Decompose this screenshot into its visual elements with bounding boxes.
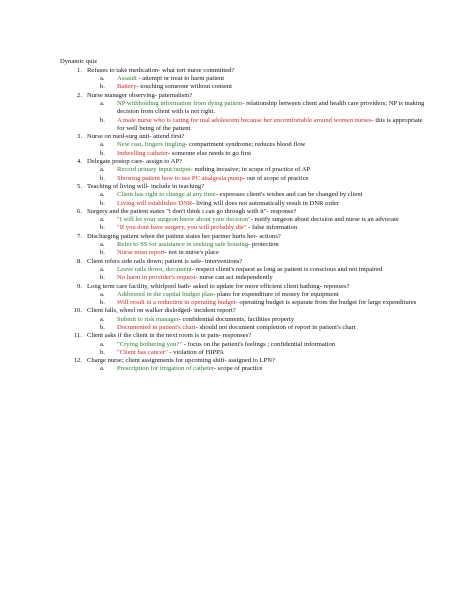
question-text: Client asks if the client in the next room is in pain- responses? xyxy=(87,332,252,340)
answer-letter: b. xyxy=(100,249,105,257)
correct-answer-text: Assault xyxy=(117,75,137,83)
incorrect-answer-text: Living will establishes DNR xyxy=(117,199,193,207)
correct-answer-text: Leave rails down, document xyxy=(117,265,192,273)
correct-answer-text: Prescription for irrigation of catheter xyxy=(117,365,214,373)
incorrect-answer-text: "Client has cancer" xyxy=(117,348,168,356)
answer-explanation: - respect client's request as long as patient is conscious and not impaired xyxy=(191,265,383,273)
question-number: 6. xyxy=(77,207,82,215)
question-number: 4. xyxy=(77,158,82,166)
answer-explanation: - notify surgeon about decision and nurse is an advocate xyxy=(250,216,399,224)
answer-item xyxy=(87,324,430,332)
answer-letter: a. xyxy=(100,191,105,199)
answer-letter: b. xyxy=(100,174,105,182)
answer-item xyxy=(87,141,430,149)
answer-item xyxy=(87,224,430,232)
question-list xyxy=(60,67,430,374)
question-number: 5. xyxy=(77,182,82,190)
answer-explanation: - touching someone without consent xyxy=(136,83,233,91)
answer-item xyxy=(87,175,430,183)
question-text: Nurse manager observing- paternalism? xyxy=(87,91,193,99)
answer-explanation: - living will does not automatically result in DNR order xyxy=(192,199,339,207)
answer-letter: a. xyxy=(100,75,105,83)
correct-answer-text: NP withholding information from dying patient xyxy=(117,99,243,107)
incorrect-answer-text: Showing patient how to use PC analgesia pump xyxy=(117,174,243,182)
answer-letter: a. xyxy=(100,290,105,298)
question-number: 2. xyxy=(77,91,82,99)
question-number: 10. xyxy=(73,307,82,315)
answer-letter: a. xyxy=(100,365,105,373)
answer-explanation: - should not document completion of report in patient's chart xyxy=(195,324,356,331)
question-item xyxy=(60,208,430,216)
question-number: 3. xyxy=(77,133,82,141)
question-number: 11. xyxy=(74,332,82,340)
question-item xyxy=(60,92,430,100)
answer-letter: b. xyxy=(100,274,105,282)
answer-explanation: - nothing invasive; in scope of practice of AP xyxy=(190,166,311,174)
answer-letter: a. xyxy=(100,265,105,273)
correct-answer-text: Submit to risk manager xyxy=(117,315,179,323)
incorrect-answer-text: Indwelling catheter xyxy=(117,149,168,157)
correct-answer-text: New cast, fingers tingling xyxy=(117,141,186,149)
correct-answer-text: Addressed in the capital budget plan xyxy=(117,290,214,298)
answer-explanation: - protection xyxy=(248,241,279,249)
answer-item xyxy=(87,166,430,174)
answer-letter: a. xyxy=(100,141,105,149)
question-item xyxy=(60,233,430,241)
correct-answer-text: Refer to SS for assistance in seeking safe housing xyxy=(117,241,249,249)
answer-letter: b. xyxy=(100,83,105,91)
answer-item xyxy=(87,150,430,158)
question-text: Surgery and the patient states "i don't think i can go through with it"- response? xyxy=(87,207,297,215)
answer-letter: b. xyxy=(100,199,105,207)
answer-explanation: - this is appropriate for well being of the patient xyxy=(117,116,423,132)
answer-item xyxy=(87,249,430,257)
question-number: 8. xyxy=(77,257,82,265)
answer-item xyxy=(87,349,430,357)
answer-item xyxy=(87,100,430,117)
question-text: Client refers side rails down; patient is safe- interventions? xyxy=(87,257,243,265)
answer-explanation: - scope of practice xyxy=(213,365,263,373)
answer-explanation: - nurse can act independently xyxy=(195,274,273,282)
question-text: Nurse on med-surg unit- attend first? xyxy=(87,133,185,141)
question-item xyxy=(60,67,430,75)
answer-letter: a. xyxy=(100,315,105,323)
incorrect-answer-text: No harm in provider's request xyxy=(117,274,196,282)
question-text: Long term care facility, whirlpool bath- asked to update for more efficient client bathing- reponses? xyxy=(87,282,350,290)
answer-explanation: - operating budget is separate from the budget for large expenditures xyxy=(235,299,417,307)
question-item xyxy=(60,357,430,365)
question-text: Discharging patient when the patient states her partner hurts her- actions? xyxy=(87,232,281,240)
question-item xyxy=(60,283,430,291)
incorrect-answer-text: A male nurse who is caring for mal adolescent because her uncomfortable around women nurses xyxy=(117,116,372,124)
answer-item xyxy=(87,117,430,134)
answer-explanation: - false information xyxy=(246,224,298,232)
quiz-document xyxy=(60,58,430,374)
correct-answer-text: Record urinary input/output xyxy=(117,166,191,174)
question-item xyxy=(60,332,430,340)
question-item xyxy=(60,183,430,191)
incorrect-answer-text: Will result in a reduction in operating budget xyxy=(117,299,236,307)
answer-explanation: - focus on the patient's feelings ; confidential information xyxy=(182,340,336,348)
question-item xyxy=(60,158,430,166)
correct-answer-text: "I will let your surgeon know about your decision" xyxy=(117,216,251,224)
answer-explanation: - someone else needs to go first xyxy=(167,149,252,157)
answer-item xyxy=(87,274,430,282)
incorrect-answer-text: Documented in patient's chart xyxy=(117,324,196,331)
answer-item xyxy=(87,241,430,249)
incorrect-answer-text: "If you dont have surgery, you will probably die" xyxy=(117,224,247,232)
answer-item xyxy=(87,75,430,83)
answer-letter: a. xyxy=(100,166,105,174)
answer-letter: b. xyxy=(100,224,105,232)
answer-item xyxy=(87,365,430,373)
answer-explanation: - violation of HIPPA xyxy=(167,348,224,356)
answer-letter: a. xyxy=(100,99,105,107)
answer-letter: b. xyxy=(100,348,105,356)
question-text: Charge nurse; client assignments for upcoming shift- assigned to LPN? xyxy=(87,357,275,365)
answer-item xyxy=(87,341,430,349)
question-text: Teaching of living will- include in teaching? xyxy=(87,182,205,190)
answer-item xyxy=(87,83,430,91)
question-item xyxy=(60,133,430,141)
incorrect-answer-text: Nurse must report xyxy=(117,249,165,257)
answer-letter: a. xyxy=(100,340,105,348)
answer-letter: a. xyxy=(100,216,105,224)
answer-item xyxy=(87,266,430,274)
answer-item xyxy=(87,291,430,299)
correct-answer-text: Client has right to change at any time xyxy=(117,191,216,199)
question-number: 1. xyxy=(77,66,82,74)
incorrect-answer-text: Battery xyxy=(117,83,137,91)
answer-explanation: - relationship between client and health care providers; NP is making decision from client with is not right. xyxy=(117,99,425,116)
answer-explanation: - attempt or treat to harm patient xyxy=(136,75,225,83)
answer-explanation: - out of scope of practice xyxy=(242,174,309,182)
answer-item xyxy=(87,191,430,199)
document-title: Dynamic quiz xyxy=(60,58,98,65)
answer-item xyxy=(87,200,430,208)
answer-explanation: - not in nurse's place xyxy=(164,249,219,257)
answer-explanation: - confidential documents, facilities property xyxy=(178,315,295,323)
answer-letter: b. xyxy=(100,116,105,124)
answer-explanation: - expresses client's wishes and can be changed by client xyxy=(215,191,363,199)
answer-item xyxy=(87,216,430,224)
question-number: 9. xyxy=(77,282,82,290)
question-number: 7. xyxy=(77,232,82,240)
question-number: 12. xyxy=(73,357,82,365)
question-item xyxy=(60,307,430,315)
question-text: Client falls, wheel on walker dislodged- incident report? xyxy=(87,307,236,315)
question-text: Delegate postop care- assign to AP? xyxy=(87,158,183,166)
answer-letter: a. xyxy=(100,241,105,249)
question-item xyxy=(60,258,430,266)
answer-letter: b. xyxy=(100,299,105,307)
answer-item xyxy=(87,316,430,324)
correct-answer-text: "Crying bothering you?" xyxy=(117,340,183,348)
answer-explanation: - plans for expenditure of money for equipment xyxy=(213,290,339,298)
question-text: Refuses to take medication- what tort nurse committed? xyxy=(87,66,235,74)
answer-explanation: - compartment syndrome; reduces blood flow xyxy=(185,141,306,149)
answer-letter: b. xyxy=(100,324,105,331)
answer-item xyxy=(87,299,430,307)
answer-letter: b. xyxy=(100,149,105,157)
